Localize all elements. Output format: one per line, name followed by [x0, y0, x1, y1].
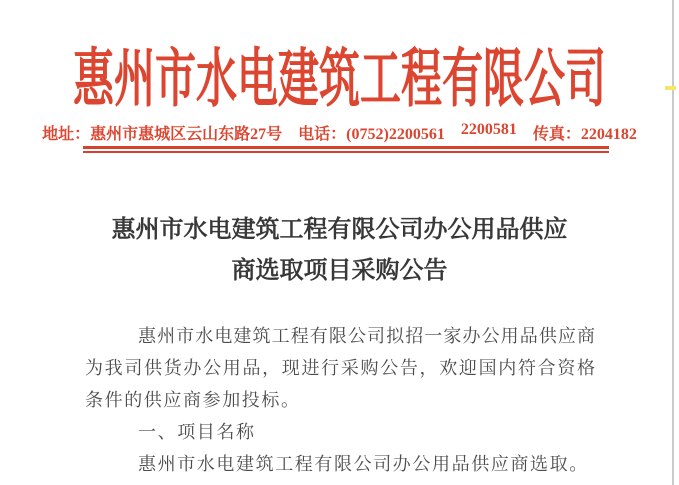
- scan-edge-artifact: [672, 0, 674, 485]
- contact-line: [0, 121, 679, 144]
- address-text: 地址：惠州市惠城区云山东路27号: [42, 126, 283, 143]
- notice-title: [0, 210, 679, 292]
- body-line: 惠州市水电建筑工程有限公司办公用品供应商选取。: [138, 454, 589, 474]
- company-name: 惠州市水电建筑工程有限公司: [73, 43, 606, 115]
- body-line: 条件的供应商参加投标。: [85, 390, 301, 410]
- yellow-mark-artifact: [665, 86, 676, 90]
- body-line: 惠州市水电建筑工程有限公司拟招一家办公用品供应商: [138, 326, 595, 346]
- body-line-section-heading: 一、项目名称: [138, 422, 256, 442]
- notice-body: [85, 320, 595, 480]
- phone-alt-text: 2200581: [460, 121, 517, 138]
- phone-text: 电话：(0752)2200561: [298, 126, 445, 143]
- fax-text: 传真：2204182: [532, 126, 637, 143]
- notice-title-line2: 商选取项目采购公告: [231, 258, 448, 284]
- notice-title-line1: 惠州市水电建筑工程有限公司办公用品供应: [111, 217, 568, 243]
- body-line: 为我司供货办公用品，现进行采购公告，欢迎国内符合资格: [85, 358, 595, 378]
- letterhead-divider: [83, 146, 609, 153]
